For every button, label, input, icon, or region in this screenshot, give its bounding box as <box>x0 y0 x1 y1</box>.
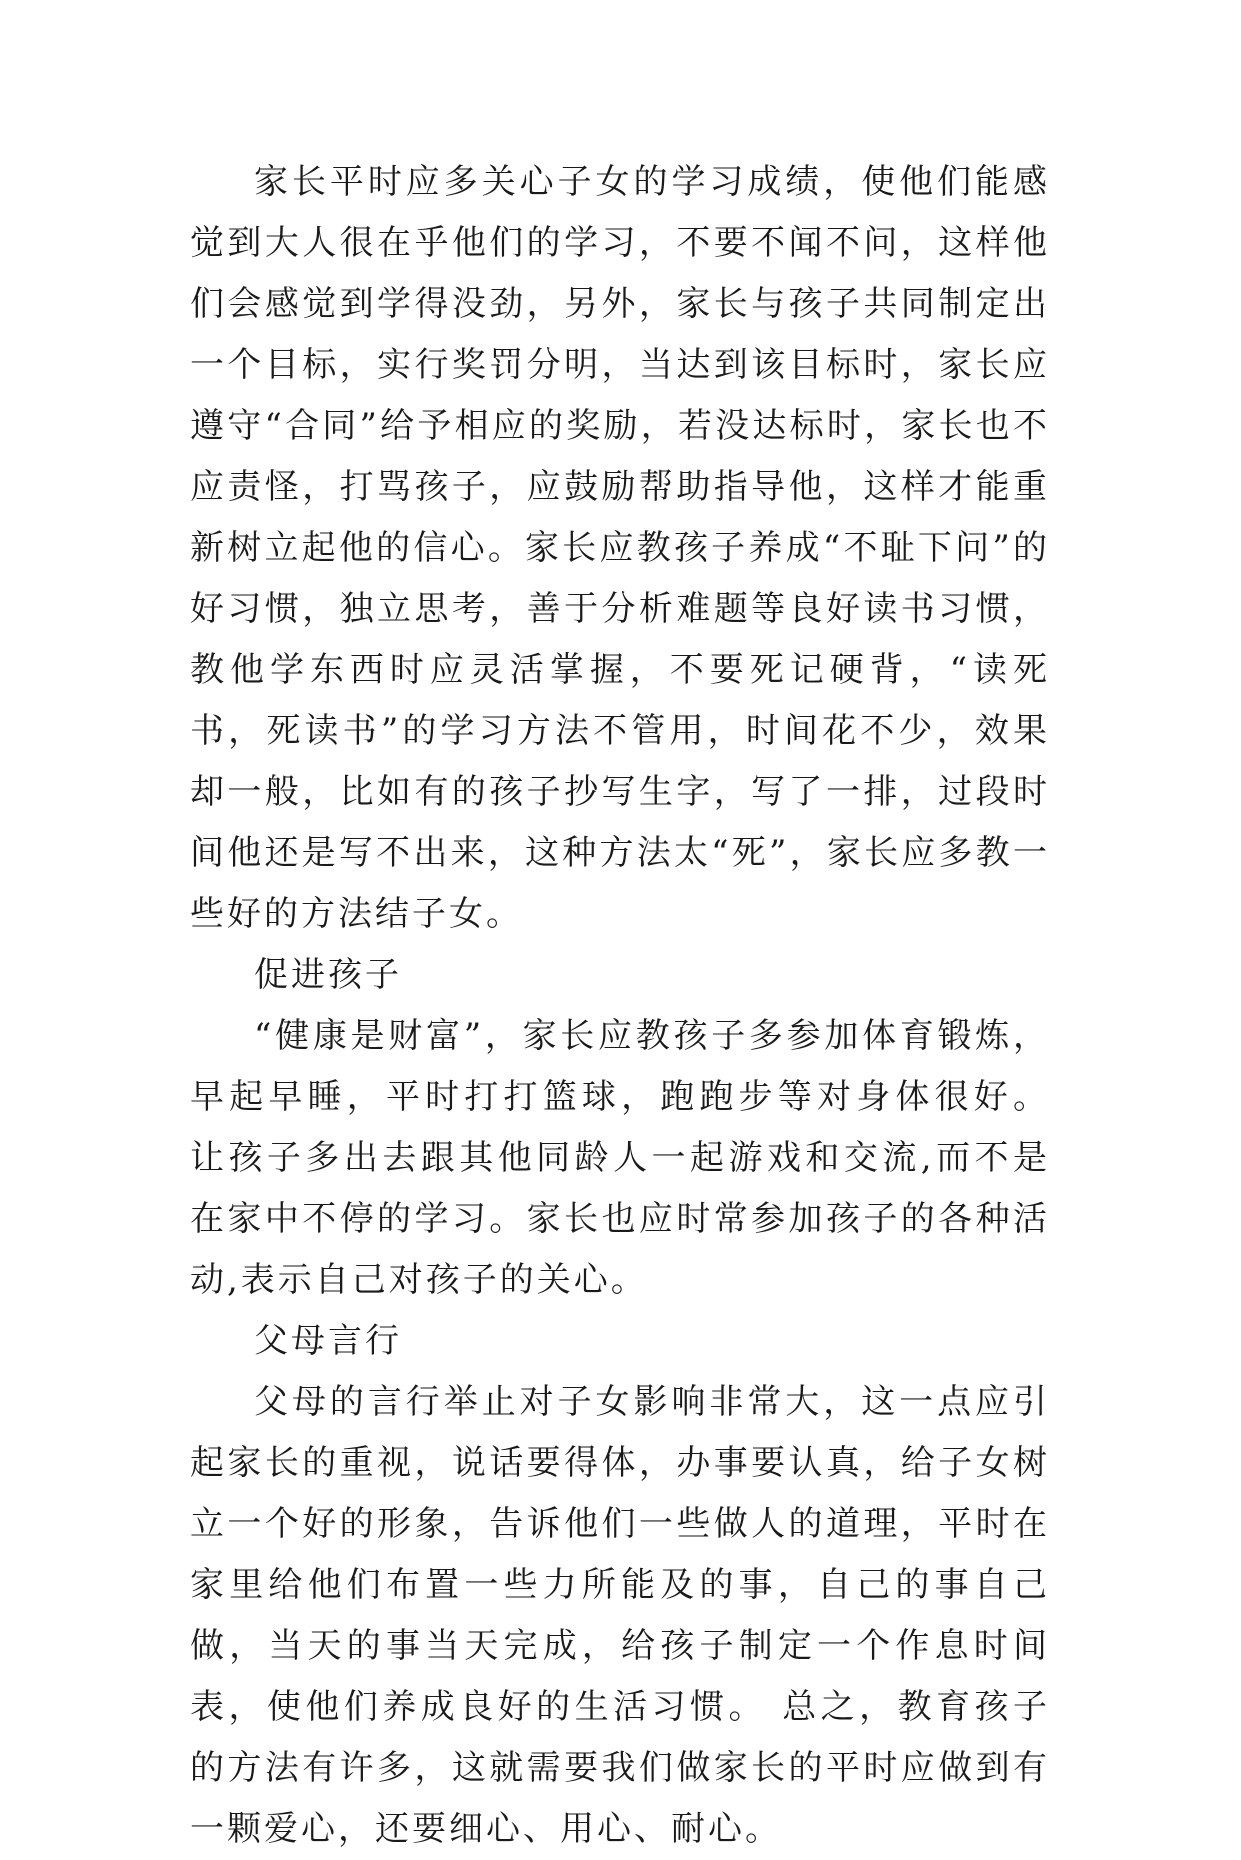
section-heading-parent-conduct: 父母言行 <box>254 1321 402 1361</box>
paragraph-parent-conduct: 父母的言行举止对子女影响非常大，这一点应引起家长的重视，说话要得体，办事要认真，给子女树立一个好的形象，告诉他们一些做人的道理，平时在家里给他们布置一些力所能及的事，自己的事自己做，当天的事当天完成，给孩子制定一个作息时间表，使他们养成良好的生活习惯。 总之，教育孩子的方法有许多，这就需要我们做家长的平时应做到有一颗爱心，还要细心、用心、耐心。 <box>190 1382 1050 1849</box>
section-heading-promote-children: 促进孩子 <box>254 955 402 995</box>
paragraph-study-habits: 家长平时应多关心子女的学习成绩，使他们能感觉到大人很在乎他们的学习，不要不闻不问，这样他们会感觉到学得没劲，另外，家长与孩子共同制定出一个目标，实行奖罚分明，当达到该目标时，家长应遵守“合同”给予相应的奖励，若没达标时，家长也不应责怪，打骂孩子，应鼓励帮助指导他，这样才能重新树立起他的信心。家长应教孩子养成“不耻下问”的好习惯，独立思考，善于分析难题等良好读书习惯，教他学东西时应灵活掌握，不要死记硬背，“读死书，死读书”的学习方法不管用，时间花不少，效果却一般，比如有的孩子抄写生字，写了一排，过段时间他还是写不出来，这种方法太“死”，家长应多教一些好的方法结子女。 <box>190 162 1050 934</box>
document-body <box>190 152 1050 1860</box>
paragraph-health: “健康是财富”，家长应教孩子多参加体育锻炼，早起早睡，平时打打篮球，跑跑步等对身体很好。 让孩子多出去跟其他同龄人一起游戏和交流,而不是在家中不停的学习。家长也应时常参加孩子的各种活动,表示自己对孩子的关心。 <box>190 1016 1050 1300</box>
